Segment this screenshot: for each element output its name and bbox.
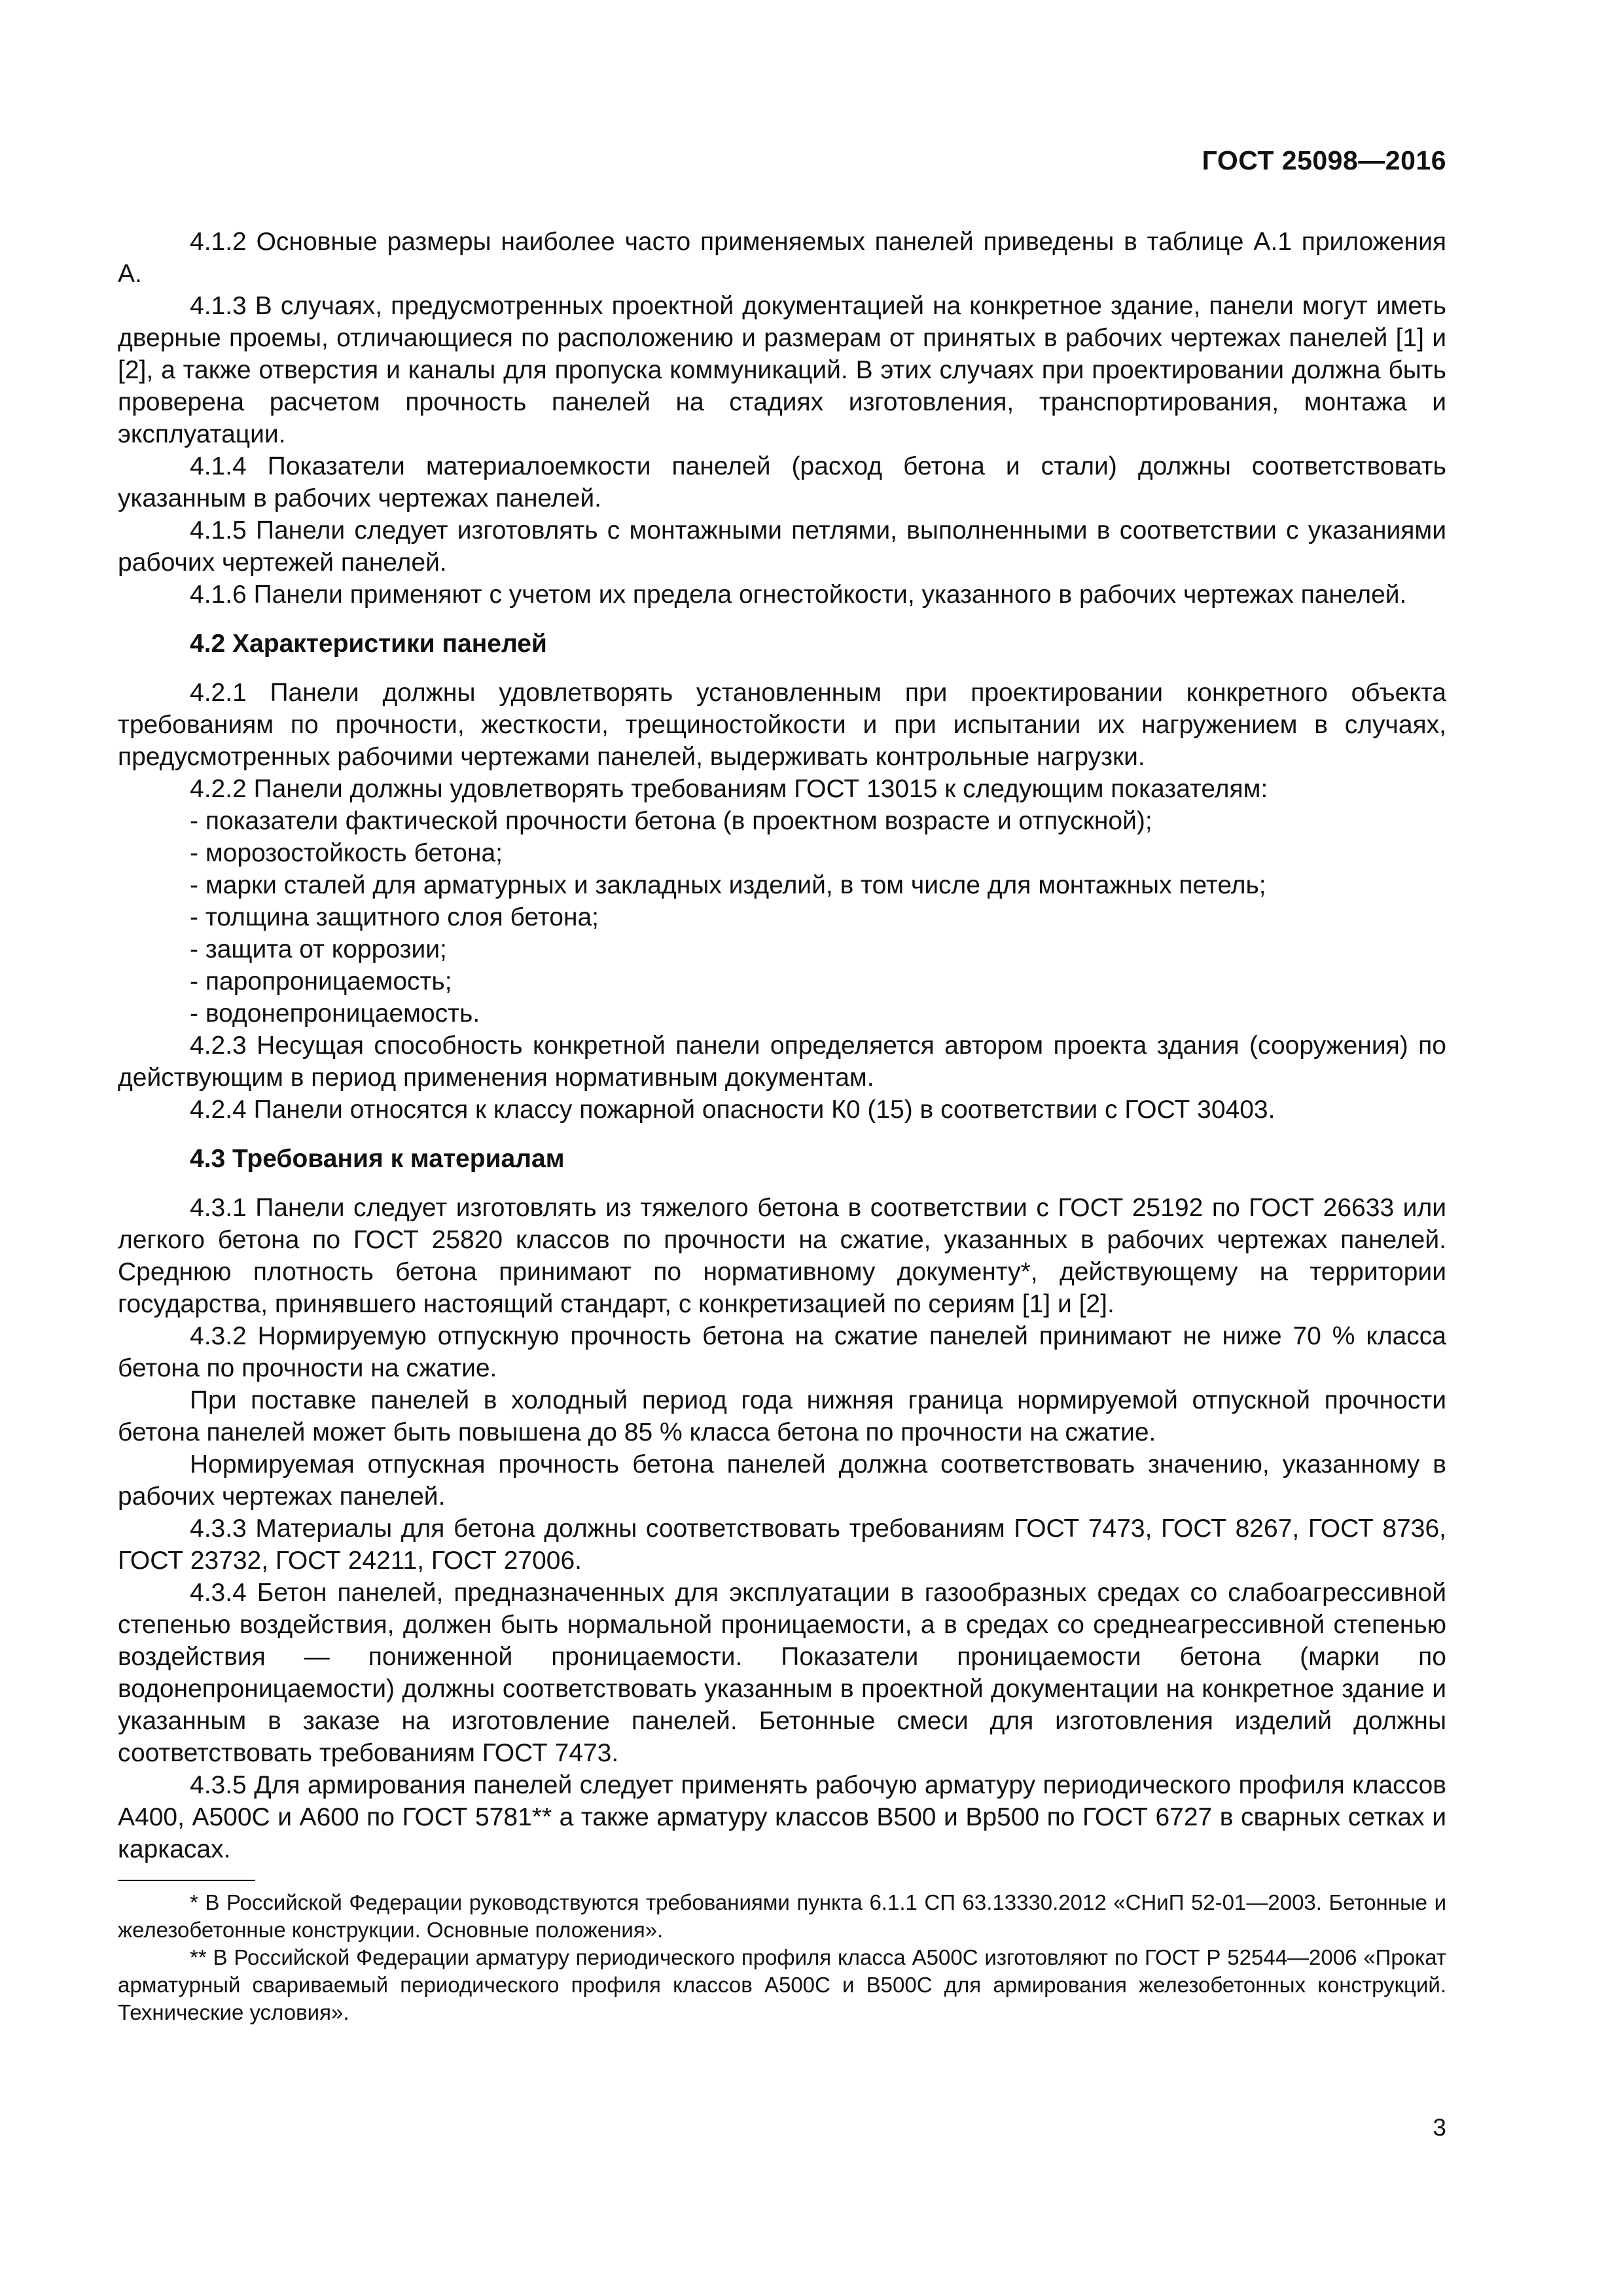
- list-item: - защита от коррозии;: [190, 935, 447, 963]
- section-title-4-3: 4.3 Требования к материалам: [190, 1145, 565, 1173]
- list-item: - морозостойкость бетона;: [190, 839, 503, 867]
- paragraph-4-1-6: 4.1.6 Панели применяют с учетом их предела огнестойкости, указанного в рабочих чертежах панелей.: [190, 581, 1407, 609]
- list-item: - толщина защитного слоя бетона;: [190, 903, 599, 931]
- paragraph-4-3-4: 4.3.4 Бетон панелей, предназначенных для эксплуатации в газообразных средах со слабоагрессивной степенью воздействия, должен быть нормальной проницаемости, а в средах со среднеагрессивной степенью воздействия — пониженной проницаемости. Показатели проницаемости бетона (марки по водонепроницаемости) должны соответствовать указанным в проектной документации на конкретное здание и указанным в заказе на изготовление панелей. Бетонные смеси для изготовления изделий должны соответствовать требованиям ГОСТ 7473.: [118, 1579, 1446, 1767]
- list-item: - паропроницаемость;: [190, 967, 452, 996]
- list-item: - водонепроницаемость.: [190, 999, 480, 1028]
- paragraph-4-2-1: 4.2.1 Панели должны удовлетворять установленным при проектировании конкретного объекта требованиям по прочности, жесткости, трещиностойкости и при испытании их нагружением в случаях, предусмотренных рабочими чертежами панелей, выдерживать контрольные нагрузки.: [118, 679, 1446, 771]
- document-code-header: ГОСТ 25098—2016: [1202, 145, 1446, 175]
- paragraph-4-1-2: 4.1.2 Основные размеры наиболее часто применяемых панелей приведены в таблице А.1 приложения А.: [118, 228, 1446, 288]
- paragraph-4-1-4: 4.1.4 Показатели материалоемкости панелей (расход бетона и стали) должны соответствовать указанным в рабочих чертежах панелей.: [118, 452, 1446, 512]
- paragraph-4-1-3: 4.1.3 В случаях, предусмотренных проектной документацией на конкретное здание, панели могут иметь дверные проемы, отличающиеся по расположению и размерам от принятых в рабочих чертежах панелей [1] и [2], а также отверстия и каналы для пропуска коммуникаций. В этих случаях при проектировании должна быть проверена расчетом прочность панелей на стадиях изготовления, транспортирования, монтажа и эксплуатации.: [118, 292, 1446, 448]
- paragraph-4-3-2-release-strength: Нормируемая отпускная прочность бетона панелей должна соответствовать значению, указанному в рабочих чертежах панелей.: [118, 1450, 1446, 1511]
- list-item: - марки сталей для арматурных и закладных изделий, в том числе для монтажных петель;: [190, 871, 1266, 899]
- footnote-divider: [118, 1880, 255, 1881]
- paragraph-4-3-1: 4.3.1 Панели следует изготовлять из тяжелого бетона в соответствии с ГОСТ 25192 по ГОСТ 26633 или легкого бетона по ГОСТ 25820 классов по прочности на сжатие, указанных в рабочих чертежах панелей. Среднюю плотность бетона принимают по нормативному документу*, действующему на территории государства, принявшего настоящий стандарт, с конкретизацией по сериям [1] и [2].: [118, 1194, 1446, 1318]
- list-item: - показатели фактической прочности бетона (в проектном возрасте и отпускной);: [190, 807, 1152, 835]
- section-title-4-2: 4.2 Характеристики панелей: [190, 630, 547, 658]
- footnote-2: ** В Российской Федерации арматуру периодического профиля класса А500С изготовляют по ГОСТ Р 52544—2006 «Прокат арматурный свариваемый периодического профиля классов А500С и В500С для армирования железобетонных конструкций. Технические условия».: [118, 1945, 1446, 2024]
- paragraph-4-3-2: 4.3.2 Нормируемую отпускную прочность бетона на сжатие панелей принимают не ниже 70 % класса бетона по прочности на сжатие.: [118, 1322, 1446, 1382]
- paragraph-4-2-3: 4.2.3 Несущая способность конкретной панели определяется автором проекта здания (сооружения) по действующим в период применения нормативным документам.: [118, 1031, 1446, 1092]
- paragraph-4-1-5: 4.1.5 Панели следует изготовлять с монтажными петлями, выполненными в соответствии с указаниями рабочих чертежей панелей.: [118, 516, 1446, 577]
- paragraph-4-3-5: 4.3.5 Для армирования панелей следует применять рабочую арматуру периодического профиля классов А400, А500С и А600 по ГОСТ 5781** а также арматуру классов В500 и Вр500 по ГОСТ 6727 в сварных сетках и каркасах.: [118, 1771, 1446, 1863]
- paragraph-4-3-2-cold-season: При поставке панелей в холодный период года нижняя граница нормируемой отпускной прочности бетона панелей может быть повышена до 85 % класса бетона по прочности на сжатие.: [118, 1386, 1446, 1446]
- paragraph-4-2-4: 4.2.4 Панели относятся к классу пожарной опасности К0 (15) в соответствии с ГОСТ 30403.: [190, 1096, 1275, 1124]
- page-number: 3: [1433, 2114, 1446, 2141]
- page-body: [118, 226, 1446, 2026]
- paragraph-4-3-3: 4.3.3 Материалы для бетона должны соответствовать требованиям ГОСТ 7473, ГОСТ 8267, ГОСТ 8736, ГОСТ 23732, ГОСТ 24211, ГОСТ 27006.: [118, 1515, 1446, 1575]
- footnote-1: * В Российской Федерации руководствуются требованиями пункта 6.1.1 СП 63.13330.2012 «СНиП 52-01—2003. Бетонные и железобетонные конструкции. Основные положения».: [118, 1890, 1446, 1942]
- paragraph-4-2-2: 4.2.2 Панели должны удовлетворять требованиям ГОСТ 13015 к следующим показателям:: [190, 775, 1268, 803]
